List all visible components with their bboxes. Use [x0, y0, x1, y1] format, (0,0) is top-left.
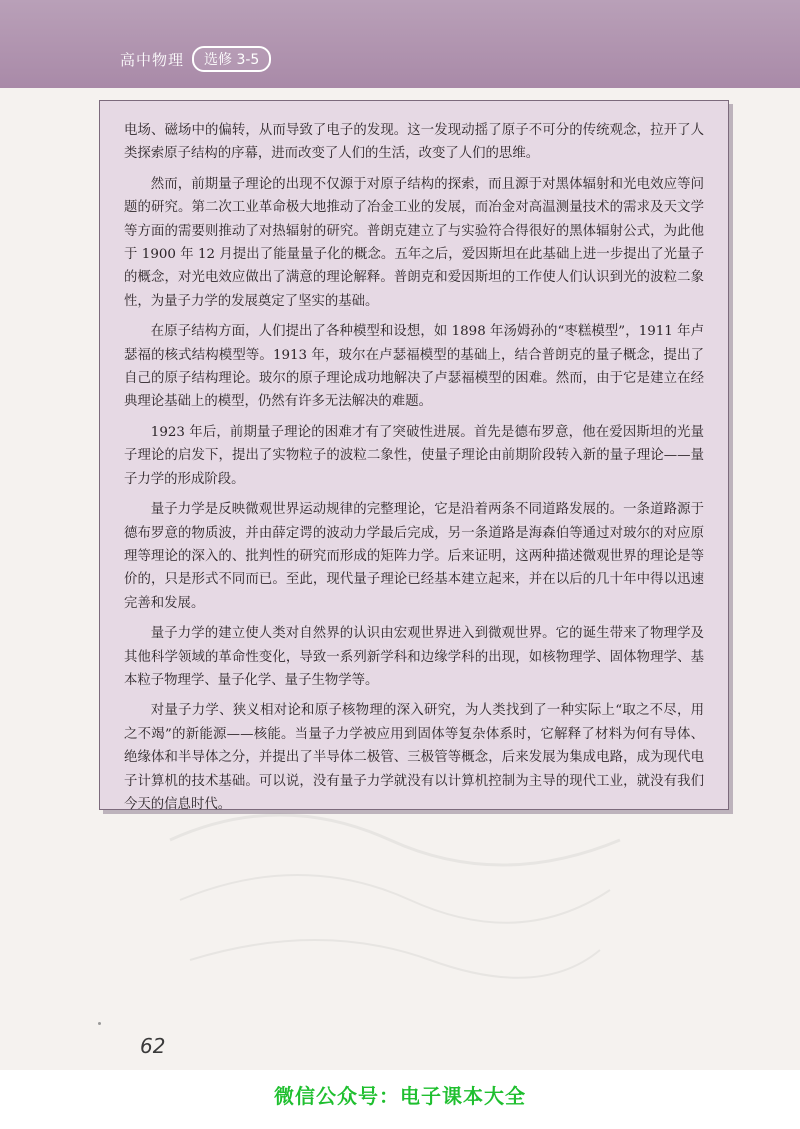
footer-banner: 微信公众号：电子课本大全 [274, 1084, 526, 1108]
reading-panel [99, 100, 729, 810]
book-title: 高中物理 [120, 50, 185, 69]
paragraph: 电场、磁场中的偏转，从而导致了电子的发现。这一发现动摇了原子不可分的传统观念，拉开了人类探索原子结构的序幕，进而改变了人们的生活，改变了人们的思维。 [124, 123, 704, 162]
background-watermark-decoration [160, 780, 630, 1020]
header-band [0, 0, 800, 88]
paragraph: 对量子力学、狭义相对论和原子核物理的深入研究，为人类找到了一种实际上“取之不尽，用之不竭”的新能源——核能。当量子力学被应用到固体等复杂体系时，它解释了材料为何有导体、绝缘体和半导体之分，并提出了半导体二极管、三极管等概念，后来发展为集成电路，成为现代电子计算机的技术基础。可以说，没有量子力学就没有以计算机控制为主导的现代工业，就没有我们今天的信息时代。 [124, 703, 704, 812]
paragraph: 在原子结构方面，人们提出了各种模型和设想，如 1898 年汤姆孙的“枣糕模型”，1911 年卢瑟福的核式结构模型等。1913 年，玻尔在卢瑟福模型的基础上，结合普朗克的量子概念，提出了自己的原子结构理论。玻尔的原子理论成功地解决了卢瑟福模型的困难。然而，由于它是建立在经典理论基础上的模型，仍然有许多无法解决的难题。 [124, 324, 704, 410]
paragraph: 量子力学的建立使人类对自然界的认识由宏观世界进入到微观世界。它的诞生带来了物理学及其他科学领域的革命性变化，导致一系列新学科和边缘学科的出现，如核物理学、固体物理学、基本粒子物理学、量子化学、量子生物学等。 [124, 626, 704, 688]
paragraph: 然而，前期量子理论的出现不仅源于对原子结构的探索，而且源于对黑体辐射和光电效应等问题的研究。第二次工业革命极大地推动了冶金工业的发展，而冶金对高温测量技术的需求及天文学等方面的需要则推动了对热辐射的研究。普朗克建立了与实验符合得很好的黑体辐射公式，为此他于 1900 年 12 月提出了能量量子化的概念。五年之后，爱因斯坦在此基础上进一步提出了光量子的概念，对光电效应做出了满意的理论解释。普朗克和爱因斯坦的工作使人们认识到光的波粒二象性，为量子力学的发展奠定了坚实的基础。 [124, 176, 704, 309]
page-number: 62 [140, 1034, 166, 1058]
paragraph: 1923 年后，前期量子理论的困难才有了突破性进展。首先是德布罗意，他在爱因斯坦的光量子理论的启发下，提出了实物粒子的波粒二象性，使量子理论由前期阶段转入新的量子理论——量子力学的形成阶段。 [124, 424, 704, 487]
series-badge: 选修 3-5 [192, 46, 271, 72]
margin-mark [98, 1022, 101, 1025]
header [120, 42, 271, 76]
paragraph: 量子力学是反映微观世界运动规律的完整理论，它是沿着两条不同道路发展的。一条道路源于德布罗意的物质波，并由薛定谔的波动力学最后完成，另一条道路是海森伯等通过对玻尔的对应原理等理论的深入的、批判性的研究而形成的矩阵力学。后来证明，这两种描述微观世界的理论是等价的，只是形式不同而已。至此，现代量子理论已经基本建立起来，并在以后的几十年中得以迅速完善和发展。 [124, 502, 704, 611]
